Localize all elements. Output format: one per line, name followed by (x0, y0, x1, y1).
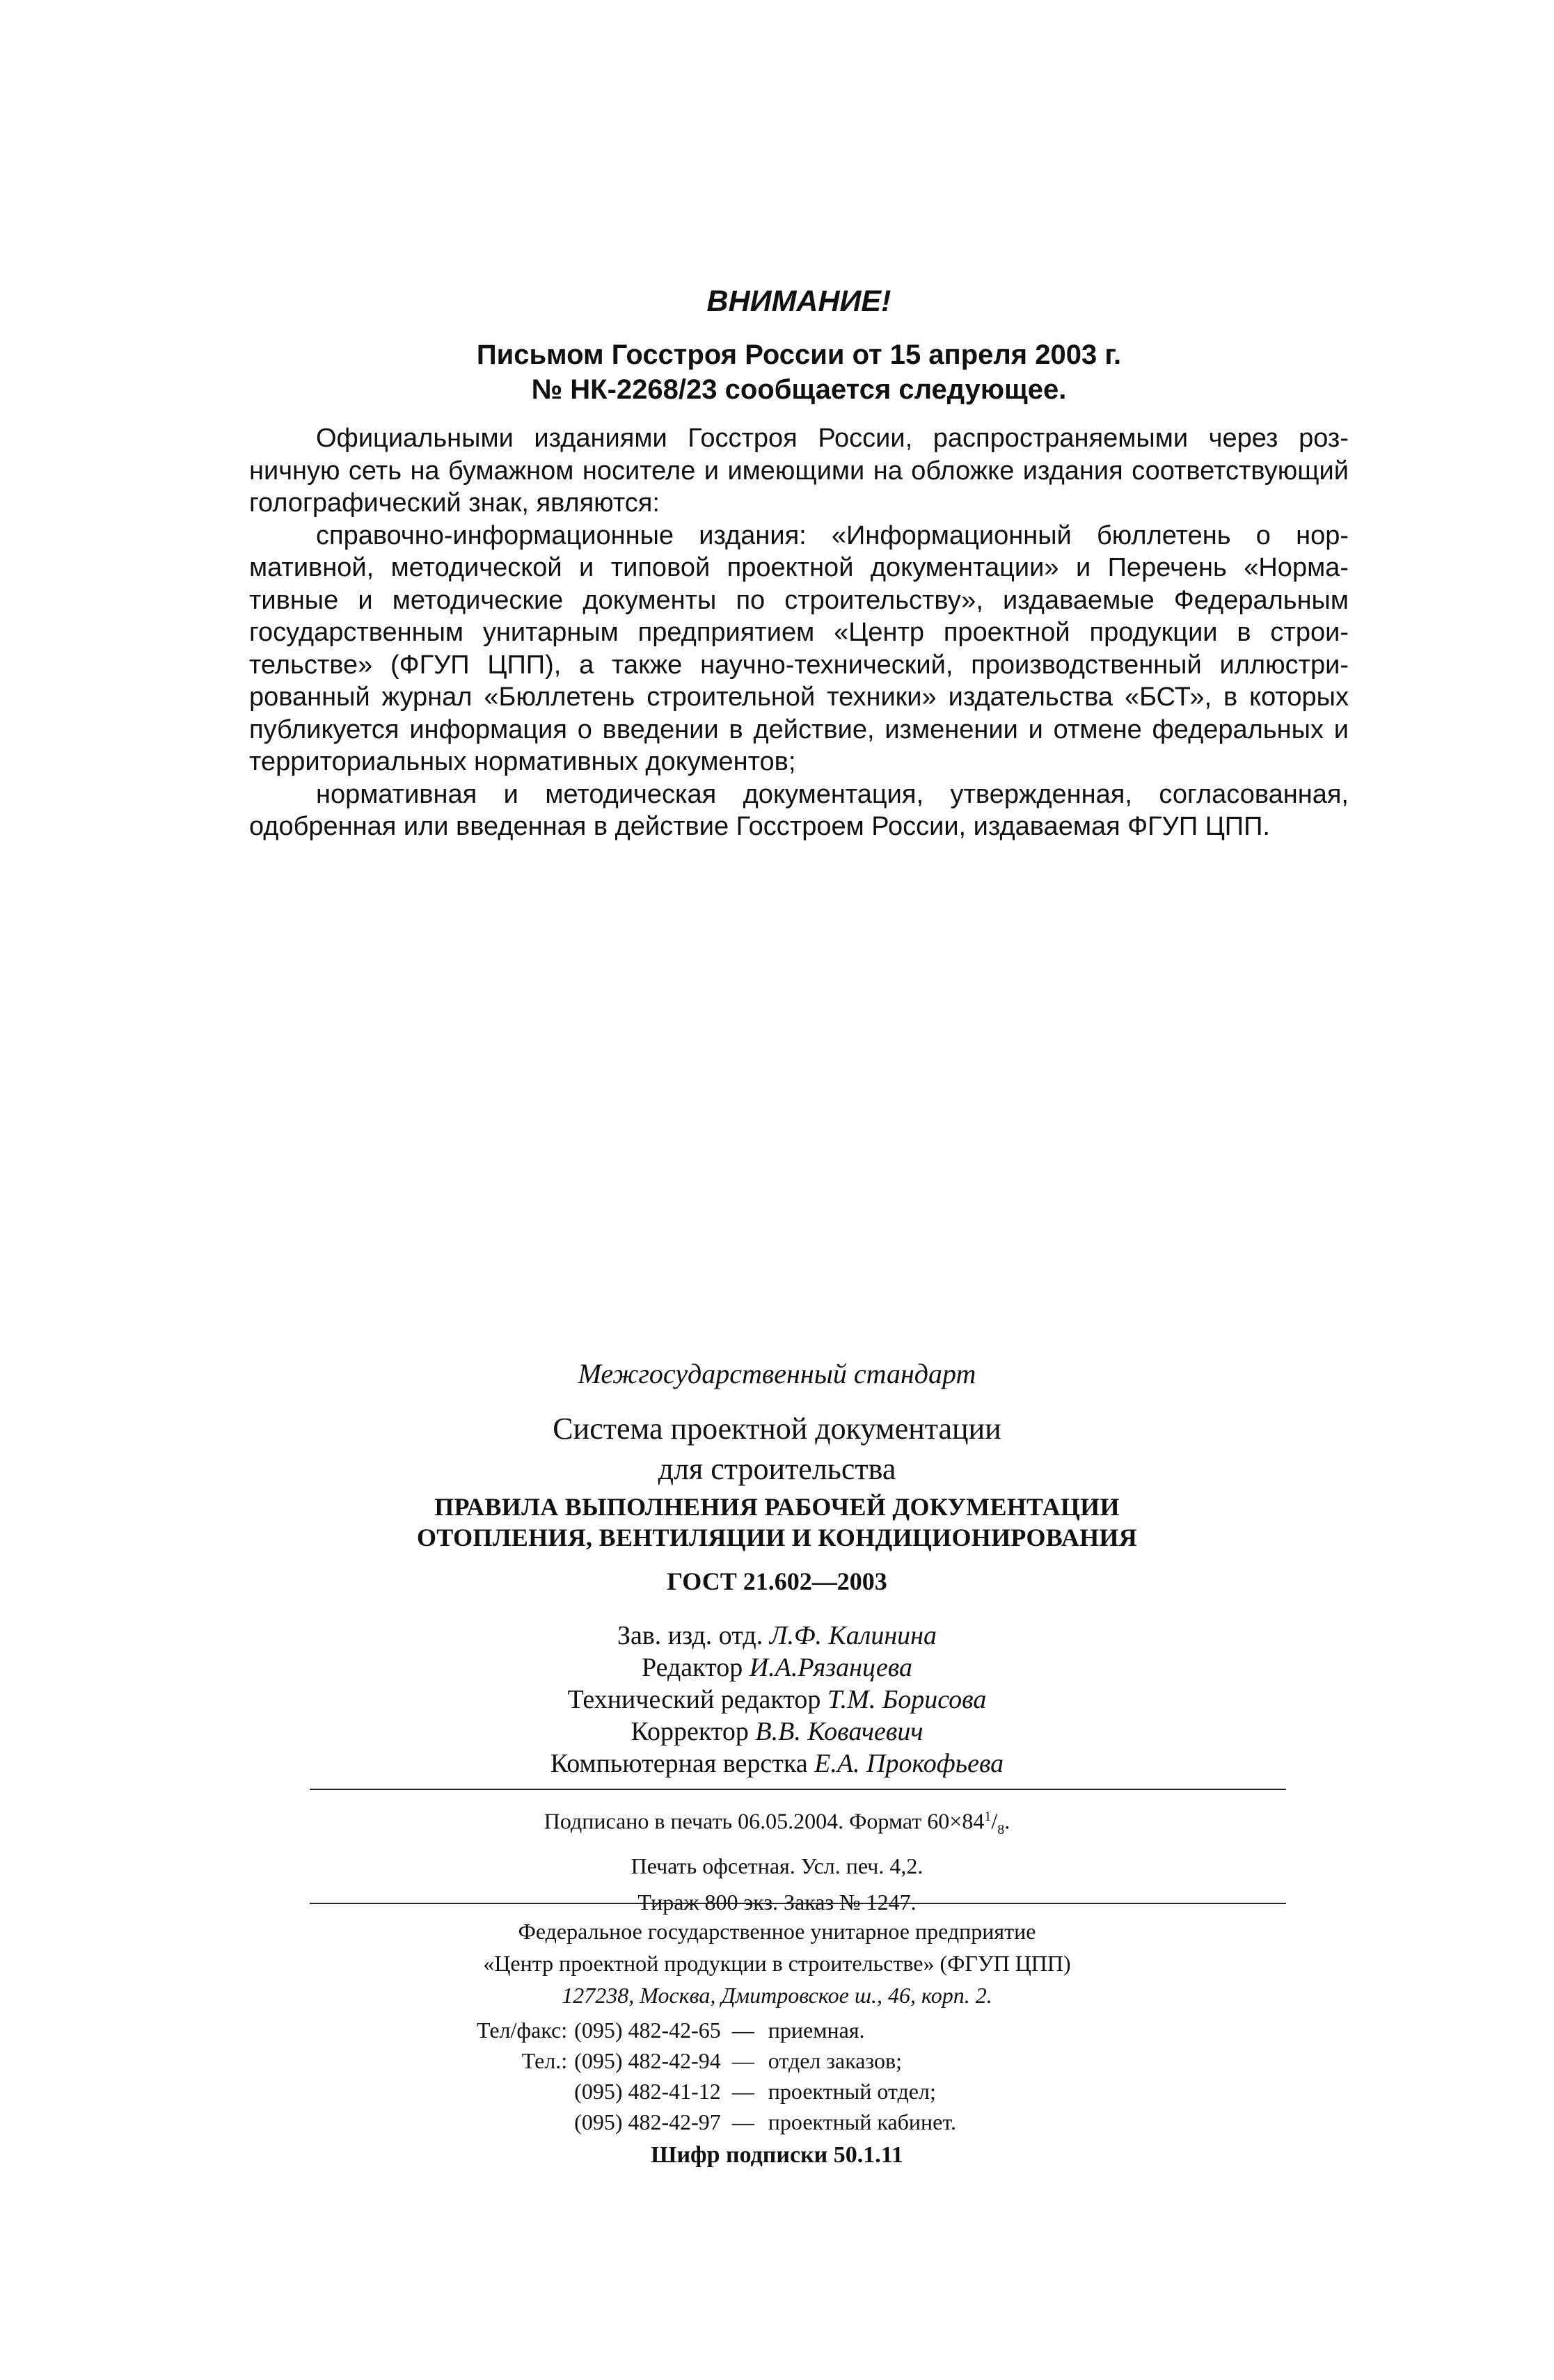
staff-name: В.В. Ковачевич (755, 1717, 923, 1746)
notice-subheading-line: № НК-2268/23 сообщается следующее. (531, 374, 1067, 405)
staff-name: Е.А. Прокофьева (814, 1749, 1004, 1778)
notice-block (249, 282, 1349, 843)
format-fraction-slash: / (991, 1808, 998, 1834)
notice-paragraph: Официальными изданиями Госстроя России, распространяемыми через розничную сеть на бумажном носителе и имеющими на обложке издания соответствующий голографический знак, являются: (249, 424, 1349, 518)
notice-subheading (249, 337, 1349, 407)
print-signed-line (0, 1798, 1554, 1848)
publisher-address: 127238, Москва, Дмитровское ш., 46, корп. 2. (562, 1983, 992, 2008)
phone-row (477, 2107, 956, 2137)
print-type-line: Печать офсетная. Усл. печ. 4,2. (631, 1853, 923, 1879)
phone-number: (095) 482-42-94 (574, 2048, 721, 2073)
phone-number: (095) 482-41-12 (574, 2079, 721, 2104)
gost-number: ГОСТ 21.602—2003 (667, 1567, 887, 1595)
staff-list (0, 1620, 1554, 1780)
staff-role: Технический редактор (567, 1685, 821, 1714)
subscription-code: Шифр подписки 50.1.11 (651, 2142, 903, 2168)
phone-row (477, 2076, 956, 2107)
format-fraction-numerator: 1 (984, 1809, 992, 1824)
publisher-info (0, 1915, 1554, 2011)
staff-role: Компьютерная верстка (550, 1749, 808, 1778)
print-info (0, 1798, 1554, 1920)
phone-label (477, 2076, 574, 2107)
print-run-line: Тираж 800 экз. Заказ № 1247. (637, 1890, 917, 1915)
staff-entry (0, 1620, 1554, 1652)
phone-list (477, 2015, 956, 2137)
phone-row (477, 2045, 956, 2076)
staff-role: Редактор (641, 1653, 743, 1682)
publisher-line: «Центр проектной продукции в строительстве» (ФГУП ЦПП) (483, 1951, 1071, 1976)
phone-number: (095) 482-42-65 (574, 2018, 721, 2043)
publisher-line: Федеральное государственное унитарное предприятие (518, 1919, 1036, 1944)
staff-entry (0, 1652, 1554, 1684)
staff-entry (0, 1684, 1554, 1716)
notice-paragraph: нормативная и методическая документация, утвержденная, согласованная, одобренная или введенная в действие Госстроем России, издаваемая ФГУП ЦПП. (249, 779, 1349, 841)
notice-heading: ВНИМАНИЕ! (706, 285, 891, 318)
document-title-line: ОТОПЛЕНИЯ, ВЕНТИЛЯЦИИ И КОНДИЦИОНИРОВАНИЯ (416, 1524, 1138, 1551)
phone-description: проектный кабинет. (768, 2109, 956, 2134)
phone-dash: — (731, 2079, 754, 2104)
document-title-line: ПРАВИЛА ВЫПОЛНЕНИЯ РАБОЧЕЙ ДОКУМЕНТАЦИИ (434, 1493, 1120, 1521)
print-signed-text: Подписано в печать 06.05.2004. Формат 60×84 (544, 1808, 985, 1834)
phone-row (477, 2015, 956, 2045)
staff-name: И.А.Рязанцева (749, 1653, 913, 1682)
phone-dash: — (731, 2048, 754, 2073)
phone-dash: — (731, 2018, 754, 2043)
phone-description: отдел заказов; (768, 2048, 902, 2073)
staff-entry (0, 1748, 1554, 1780)
phone-description: приемная. (768, 2018, 865, 2043)
format-fraction-end: . (1004, 1808, 1010, 1834)
staff-name: Т.М. Борисова (827, 1685, 987, 1714)
staff-role: Корректор (631, 1717, 749, 1746)
phone-number: (095) 482-42-97 (574, 2109, 721, 2134)
staff-name: Л.Ф. Калинина (769, 1621, 937, 1650)
document-title (0, 1492, 1554, 1553)
staff-entry (0, 1716, 1554, 1748)
staff-role: Зав. изд. отд. (617, 1621, 763, 1650)
phone-dash: — (731, 2109, 754, 2134)
system-title (0, 1409, 1554, 1490)
system-title-line: Система проектной документации (553, 1412, 1001, 1446)
format-fraction-denominator: 8 (997, 1822, 1005, 1838)
notice-paragraph: справочно-информационные издания: «Информационный бюллетень о нормативной, методической и типовой проектной документации» и Перечень «Нормативные и методические документы по строительству», издаваемые Федеральным государственным унитарным предприятием «Центр проектной продукции в строительстве» (ФГУП ЦПП), а также научно-технический, производственный иллюстрированный журнал «Бюллетень строительной техники» издательства «БСТ», в которых публикуется информация о введении в действие, изменении и отмене федеральных и территориальных нормативных документов; (249, 520, 1349, 776)
standard-type: Межгосударственный стандарт (578, 1358, 976, 1389)
notice-subheading-line: Письмом Госстроя России от 15 апреля 2003 г. (476, 340, 1122, 370)
phone-label (477, 2107, 574, 2137)
phone-label: Тел.: (521, 2048, 568, 2073)
phone-description: проектный отдел; (768, 2079, 936, 2104)
phone-label: Тел/факс: (477, 2018, 568, 2043)
system-title-line: для строительства (658, 1452, 896, 1486)
divider-line (310, 1789, 1286, 1790)
divider-line (310, 1903, 1286, 1904)
